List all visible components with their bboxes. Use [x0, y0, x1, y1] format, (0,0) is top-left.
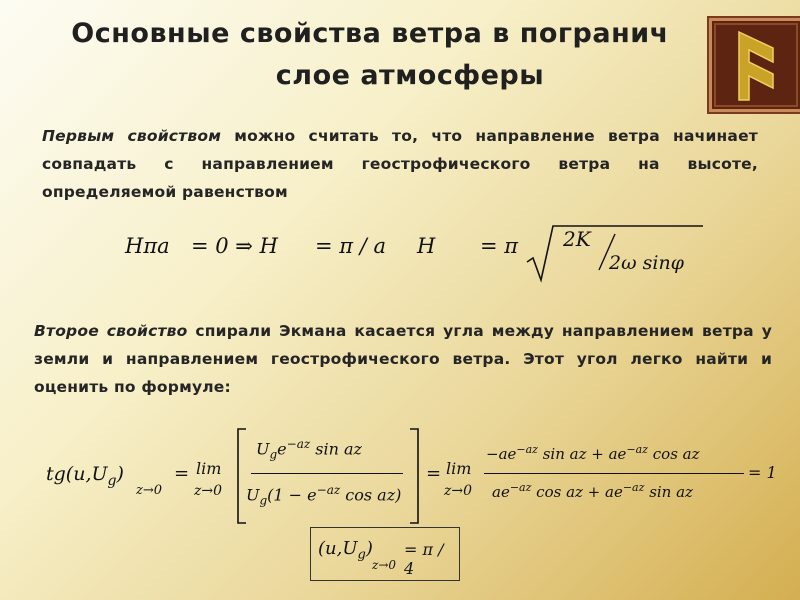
paragraph-first-property	[42, 122, 758, 206]
f2-lhs: $tg(u,U_g)$	[46, 463, 124, 489]
f1-part-d: H	[417, 234, 436, 258]
f2-limsub1: z→0	[194, 483, 223, 499]
paragraph-second-property	[34, 317, 772, 401]
f1-part-c: = π / a	[315, 234, 387, 258]
formula-tangent-angle	[46, 425, 786, 525]
paragraph1-lead: Первым свойством	[42, 127, 222, 145]
slide-title-line1: Основные свойства ветра в погранич	[71, 18, 669, 49]
f1-numerator: 2K	[563, 227, 591, 251]
f2-fraction1-line	[251, 473, 403, 474]
f1-part-a: Hπa	[125, 234, 170, 258]
f2-fraction1-num: $U_ge^{-az}$ sin az	[256, 437, 362, 462]
f2-eq1: =	[174, 463, 190, 484]
f2-fraction2-num: $-ae^{-az}$ sin az + $ae^{-az}$ cos az	[486, 443, 700, 463]
f3-rhs: = π / 4	[404, 540, 444, 578]
f2-lim2: lim	[446, 459, 472, 478]
f2-eq2: =	[426, 463, 442, 484]
f1-part-e: = π	[480, 234, 519, 258]
f3-lhs: $(u,U_g)$	[318, 538, 373, 563]
f1-denominator: 2ω sinφ	[609, 252, 684, 274]
f3-limit: z→0	[372, 558, 397, 572]
f2-limsub2: z→0	[444, 483, 473, 499]
rune-logo-icon	[707, 16, 800, 114]
formula-angle-result	[318, 538, 458, 578]
f2-fraction2-line	[484, 473, 744, 474]
f2-fraction2-den: $ae^{-az}$ cos az + $ae^{-az}$ sin az	[492, 481, 693, 501]
f2-lhs-limit: z→0	[136, 483, 163, 498]
formula-height-ekman	[125, 228, 685, 288]
f1-part-b: = 0 ⇒ H	[191, 234, 278, 258]
f2-result: = 1	[748, 463, 777, 482]
f2-right-bracket-icon	[406, 427, 422, 527]
slide-title-line2: слое атмосферы	[275, 60, 545, 91]
paragraph2-rest: спирали Экмана касается угла между направлением ветра у земли и направлением геострофического ветра. Этот угол легко найти и оценить по формуле:	[34, 322, 772, 396]
paragraph1-rest: можно считать то, что направление ветра начинает совпадать с направлением геострофического ветра на высоте, определяемой равенством	[42, 127, 758, 201]
f2-fraction1-den: $U_g(1 - e^{-az}$ cos az)	[246, 483, 402, 508]
f2-lim1: lim	[196, 459, 222, 478]
paragraph2-lead: Второе свойство	[34, 322, 188, 340]
f2-left-bracket-icon	[234, 427, 250, 527]
